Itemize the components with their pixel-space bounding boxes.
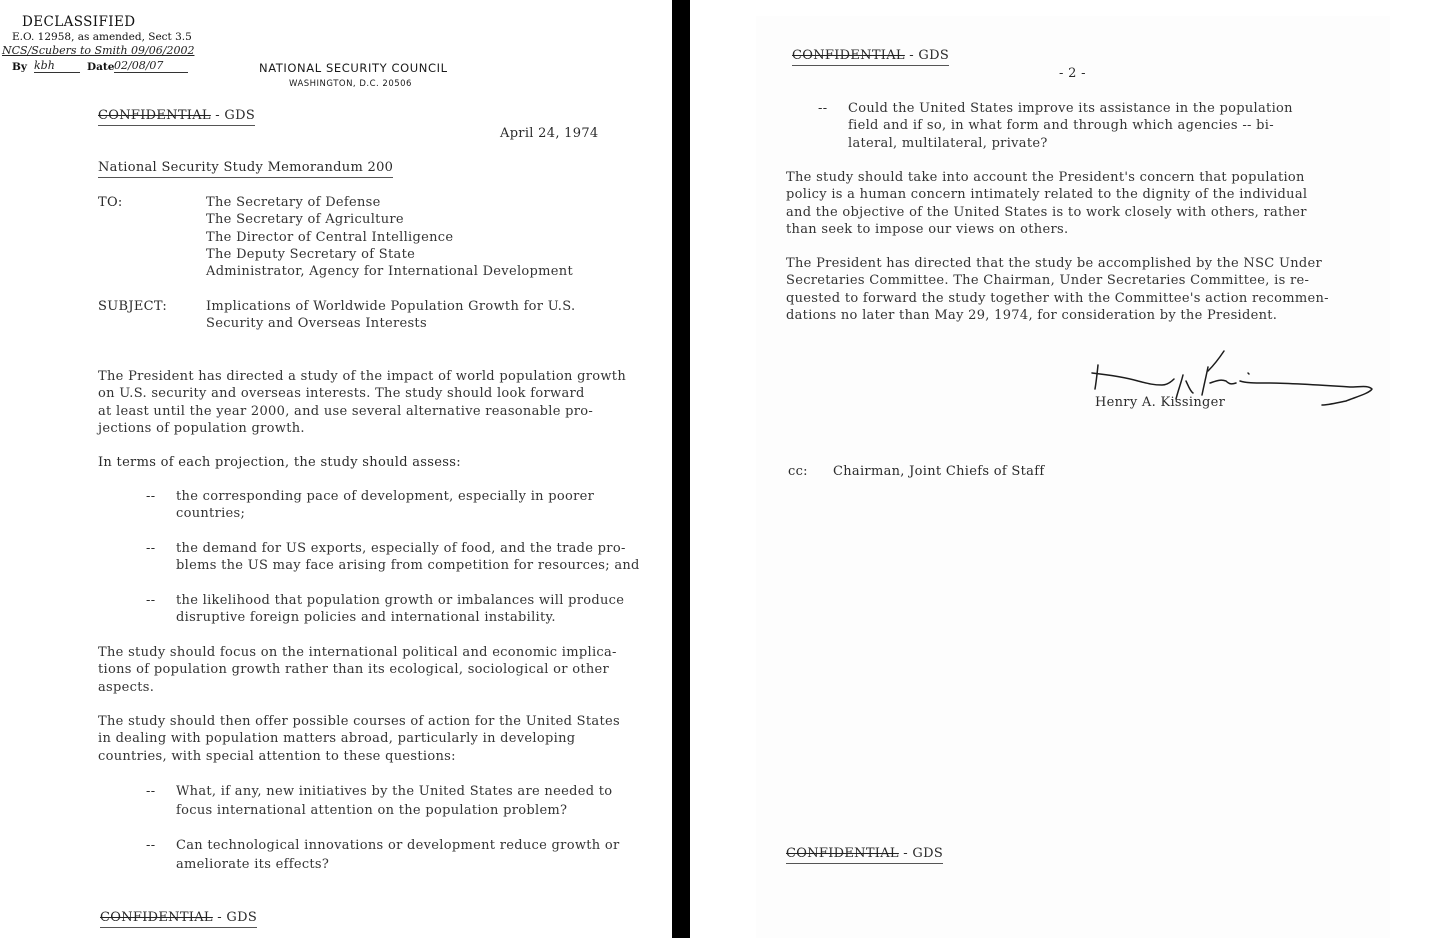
bullet-dash: -- — [818, 101, 828, 116]
recipient: The Secretary of Agriculture — [206, 212, 404, 228]
cc-value: Chairman, Joint Chiefs of Staff — [833, 464, 1045, 479]
paragraph-focus — [98, 644, 617, 696]
item-line: the corresponding pace of development, especially in poorer — [176, 489, 595, 504]
bullet-dash: -- — [146, 593, 156, 608]
recipient: The Director of Central Intelligence — [206, 229, 454, 245]
paragraph-line: The President has directed that the study be accomplished by the NSC Under — [786, 256, 1323, 271]
bullet-dash: -- — [146, 838, 156, 853]
page-gutter — [672, 0, 690, 938]
item-line: Can technological innovations or development reduce growth or — [176, 838, 620, 853]
classification-word: CONFIDENTIAL — [100, 910, 213, 925]
by-initials: kbh — [34, 59, 80, 73]
memo-title: National Security Study Memorandum 200 — [98, 159, 393, 178]
paragraph-line: tions of population growth rather than its ecological, sociological or other — [98, 662, 610, 678]
classification-word: CONFIDENTIAL — [786, 846, 899, 861]
subject-line: Security and Overseas Interests — [206, 316, 427, 332]
paragraph-line: countries, with special attention to these questions: — [98, 748, 456, 764]
paragraph-line: and the objective of the United States is to work closely with others, rather — [786, 204, 1307, 220]
classification-word: CONFIDENTIAL — [98, 108, 211, 123]
item-line: focus international attention on the population problem? — [176, 802, 568, 818]
subject-line: Implications of Worldwide Population Growth for U.S. — [206, 299, 576, 314]
paragraph-line: Secretaries Committee. The Chairman, Under Secretaries Committee, is re- — [786, 273, 1310, 289]
question-item — [176, 783, 612, 820]
paragraph-line: dations no later than May 29, 1974, for consideration by the President. — [786, 307, 1278, 323]
memo-date: April 24, 1974 — [500, 126, 599, 141]
recipient: The Secretary of Defense — [206, 195, 381, 210]
document-page-1 — [0, 0, 672, 938]
item-line: Could the United States improve its assistance in the population — [848, 101, 1293, 116]
classification-suffix: - GDS — [904, 48, 950, 63]
bullet-dash: -- — [146, 541, 156, 556]
item-line: the likelihood that population growth or imbalances will produce — [176, 593, 625, 608]
subject-label: SUBJECT: — [98, 299, 168, 314]
paragraph-concern — [786, 169, 1307, 238]
paragraph-line: The study should focus on the international political and economic implica- — [98, 645, 617, 660]
paragraph-line: policy is a human concern intimately related to the dignity of the individual — [786, 187, 1308, 203]
eo-line: E.O. 12958, as amended, Sect 3.5 — [12, 31, 192, 43]
assess-item — [176, 540, 640, 575]
item-line: What, if any, new initiatives by the United States are needed to — [176, 784, 613, 799]
by-label: By — [12, 61, 27, 73]
letterhead-address: WASHINGTON, D.C. 20506 — [289, 79, 412, 89]
paragraph-directive — [98, 368, 626, 437]
cc-label: cc: — [788, 464, 808, 479]
to-label: TO: — [98, 195, 123, 210]
classification-suffix: - GDS — [212, 910, 258, 925]
paragraph-line: at least until the year 2000, and use several alternative reasonable pro- — [98, 403, 594, 419]
bullet-dash: -- — [146, 784, 156, 799]
item-line: countries; — [176, 506, 246, 522]
assess-intro: In terms of each projection, the study should assess: — [98, 455, 461, 470]
paragraph-courses — [98, 713, 620, 765]
declassified-stamp: DECLASSIFIED — [22, 14, 136, 30]
subject-text — [206, 298, 575, 333]
question-item — [176, 837, 620, 874]
date-label: Date — [87, 61, 115, 73]
letterhead-org: NATIONAL SECURITY COUNCIL — [259, 61, 448, 75]
item-line: field and if so, in what form and through which agencies -- bi- — [848, 118, 1274, 134]
paragraph-line: in dealing with population matters abroad, particularly in developing — [98, 731, 576, 747]
classification-marking-bottom — [786, 845, 943, 864]
paragraph-line: than seek to impose our views on others. — [786, 221, 1069, 237]
paragraph-line: The President has directed a study of the impact of world population growth — [98, 369, 627, 384]
bullet-dash: -- — [146, 489, 156, 504]
page-number: - 2 - — [1059, 66, 1086, 81]
item-line: the demand for US exports, especially of food, and the trade pro- — [176, 541, 626, 556]
recipient: Administrator, Agency for International Development — [206, 264, 573, 280]
item-line: blems the US may face arising from competition for resources; and — [176, 558, 640, 574]
classification-word: CONFIDENTIAL — [792, 48, 905, 63]
paragraph-line: on U.S. security and overseas interests. The study should look forward — [98, 386, 585, 402]
item-line: lateral, multilateral, private? — [848, 135, 1048, 151]
assess-item — [176, 488, 594, 523]
paragraph-line: The study should take into account the President's concern that population — [786, 170, 1305, 185]
paragraph-line: aspects. — [98, 679, 155, 695]
classification-marking-bottom — [100, 909, 257, 928]
recipient-list — [206, 194, 573, 280]
classification-suffix: - GDS — [210, 108, 256, 123]
document-page-2 — [690, 0, 1456, 938]
paragraph-line: quested to forward the study together with the Committee's action recommen- — [786, 290, 1329, 306]
assess-item — [176, 592, 624, 627]
question-item — [848, 100, 1293, 152]
classification-marking-top — [98, 107, 255, 126]
item-line: disruptive foreign policies and international instability. — [176, 610, 556, 626]
item-line: ameliorate its effects? — [176, 856, 330, 872]
date-value: 02/08/07 — [114, 59, 188, 73]
paragraph-line: jections of population growth. — [98, 420, 305, 436]
classification-marking-top — [792, 47, 949, 66]
recipient: The Deputy Secretary of State — [206, 246, 416, 262]
signature-name: Henry A. Kissinger — [1095, 395, 1226, 410]
handwritten-authority: NCS/Scubers to Smith 09/06/2002 — [2, 44, 195, 57]
classification-suffix: - GDS — [898, 846, 944, 861]
paragraph-directed — [786, 255, 1329, 324]
paragraph-line: The study should then offer possible courses of action for the United States — [98, 714, 620, 729]
